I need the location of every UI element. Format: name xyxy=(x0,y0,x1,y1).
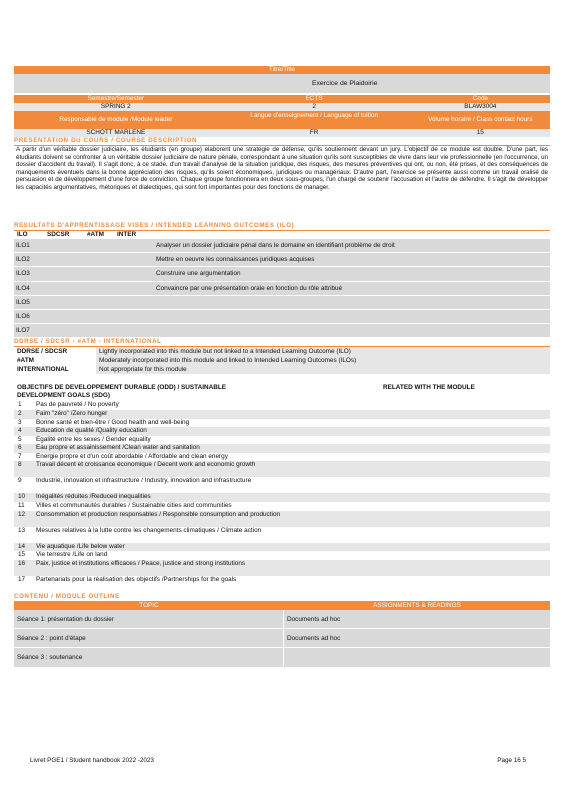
ilo-heading: RESULTATS D'APPRENTISSAGE VISES / INTENDED LEARNING OUTCOMES (ILO) xyxy=(14,222,550,231)
odd-goal-number: 14 xyxy=(18,542,26,550)
odd-goal-text: Eau propre et assainissement /Clean water and sanitation xyxy=(36,444,200,452)
odd-goal-row xyxy=(14,576,550,592)
responsible-label: Responsable de module /Module leader xyxy=(59,116,173,123)
odd-goal-number: 6 xyxy=(18,444,22,452)
odd-list xyxy=(14,401,550,592)
ilo-row xyxy=(14,310,550,324)
odd-goal-row xyxy=(14,410,550,419)
ilo-col-atm: #ATM xyxy=(87,231,104,238)
ilo-id: ILO7 xyxy=(16,327,30,335)
odd-goal-text: Paix, justice et institutions efficaces / Peace, justice and strong institutions xyxy=(36,559,246,567)
odd-goal-number: 3 xyxy=(18,418,22,426)
footer-right: Page 16 5 xyxy=(497,757,526,764)
odd-goal-row xyxy=(14,427,550,436)
odd-goal-number: 10 xyxy=(18,493,26,501)
odd-goal-text: Pas de pauvreté / No poverty xyxy=(36,401,119,409)
hours-label: Volume horaire / Class contact hours xyxy=(428,116,533,123)
legend-table xyxy=(14,347,550,374)
content-heading: CONTENU / MODULE OUTLINE xyxy=(14,593,550,602)
ilo-row xyxy=(14,267,550,281)
legend-row xyxy=(14,356,550,365)
ilo-text xyxy=(152,324,550,337)
odd-goal-number: 16 xyxy=(18,559,26,567)
odd-goal-text: Energie propre et d'un coût abordable / Affordable and clean energy xyxy=(36,452,228,460)
language-label: Langue d'enseignement / Language of tuition xyxy=(250,112,378,119)
ects-label: ECTS xyxy=(305,95,323,102)
odd-goal-number: 11 xyxy=(18,502,25,510)
header-values-2 xyxy=(14,129,550,137)
odd-goal-row xyxy=(14,444,550,453)
odd-goal-text: Bonne santé et bien-être / Good health and well-being xyxy=(36,418,190,426)
odd-goal-row xyxy=(14,453,550,462)
odd-goal-text: Vie terrestre /Life on land xyxy=(36,551,108,559)
odd-goal-row xyxy=(14,560,550,576)
odd-goal-row xyxy=(14,493,550,502)
responsible-value: SCHOTT MARLENE xyxy=(86,129,146,136)
course-title-row xyxy=(14,74,550,93)
assign-label: ASSIGNMENTS & READINGS xyxy=(373,601,461,609)
odd-goal-row xyxy=(14,477,550,493)
ilo-row xyxy=(14,324,550,338)
odd-goal-row xyxy=(14,461,550,477)
odd-goal-number: 5 xyxy=(18,435,22,443)
content-table xyxy=(14,610,550,667)
session-topic: Séance 1: présentation du dossier xyxy=(14,610,284,628)
legend-text: Not appropriate for this module xyxy=(96,365,550,374)
odd-related-label: RELATED WITH THE MODULE xyxy=(383,384,475,392)
ilo-row xyxy=(14,296,550,310)
legend-text: Moderately incorporated into this module and linked to Intended Learning Outcomes (ILOs) xyxy=(96,356,550,365)
ilo-id: ILO4 xyxy=(16,284,30,292)
ilo-text: Convaincre par une présentation orale en fonction du rôle attribué xyxy=(156,284,343,292)
odd-goal-number: 9 xyxy=(18,477,22,485)
ilo-col-ilo: ILO xyxy=(17,231,28,238)
odd-goal-number: 7 xyxy=(18,452,22,460)
ilo-table xyxy=(14,239,550,338)
session-row xyxy=(14,610,550,629)
odd-goal-row xyxy=(14,543,550,552)
session-assign: Documents ad hoc xyxy=(287,634,341,642)
ilo-row xyxy=(14,282,550,296)
odd-goal-text: Egalité entre les sexes / Gender equality xyxy=(36,435,151,443)
odd-goal-row xyxy=(14,527,550,543)
ilo-col-sdcsr: SDCSR xyxy=(47,231,70,238)
odd-goal-row xyxy=(14,419,550,428)
odd-goal-text: Education de qualité /Quality education xyxy=(36,427,147,435)
ilo-id: ILO5 xyxy=(16,298,30,306)
odd-goal-number: 4 xyxy=(18,427,22,435)
syllabus-page xyxy=(14,66,550,667)
odd-goal-row xyxy=(14,401,550,410)
odd-goal-row xyxy=(14,551,550,560)
footer-left: Livret PGE1 / Student handbook 2022 -2023 xyxy=(30,757,154,764)
content-header xyxy=(14,602,550,610)
title-label: Titre/Title xyxy=(268,66,296,73)
odd-goal-number: 12 xyxy=(18,510,26,518)
header-labels xyxy=(14,95,550,103)
ilo-id: ILO1 xyxy=(16,242,30,249)
odd-header xyxy=(14,384,550,401)
presentation-heading: PRESENTATION DU COURS / COURSE DESCRIPTION xyxy=(14,137,550,146)
topic-label: TOPIC xyxy=(139,601,159,609)
odd-heading: OBJECTIFS DE DEVELOPPEMENT DURABLE (ODD) / SUSTAINABLE DEVELOPMENT GOALS (SDG) xyxy=(17,384,227,400)
code-value: BLAW3004 xyxy=(464,103,497,110)
ilo-row xyxy=(14,239,550,253)
ilo-text: Construire une argumentation xyxy=(156,270,241,278)
session-row xyxy=(14,629,550,648)
legend-key: INTERNATIONAL xyxy=(17,366,69,374)
legend-text: Lightly incorporated into this module but not linked to a Intended Learning Outcome (ILO) xyxy=(96,347,550,356)
odd-goal-number: 17 xyxy=(18,575,26,583)
ilo-row xyxy=(14,253,550,267)
course-title: Exercice de Plaidoirie xyxy=(312,80,378,87)
odd-goal-text: Partenariats pour la réalisation des objectifs /Partnerships for the goals xyxy=(36,575,237,583)
ilo-text: Mettre en oeuvre les connaissances juridiques acquises xyxy=(156,256,315,264)
odd-goal-number: 15 xyxy=(18,551,26,559)
semester-value: SPRING 2 xyxy=(100,103,131,110)
legend-heading: DDRSE / SDCSR - #ATM - INTERNATIONAL xyxy=(14,338,550,347)
code-label: Code xyxy=(472,95,488,102)
ilo-text xyxy=(152,310,550,323)
language-value: FR xyxy=(309,129,319,136)
odd-goal-number: 1 xyxy=(18,401,22,409)
ects-value: 2 xyxy=(312,103,316,110)
session-row xyxy=(14,648,550,667)
odd-goal-number: 13 xyxy=(18,526,26,534)
legend-row xyxy=(14,347,550,356)
presentation-text: A partir d'un véritable dossier judiciaire, les étudiants (en groupe) elaborent une stratégie de défense, qu'ils soutiennent devant un jury. L'objectif de ce module est double. D'une part, les étudiants doivent se confronter à un véritable dossier judiciaire de nature pénale, correspondant à une situation qu'ils sont susceptibles de vivre dans leur vie professionnelle (en l'occurrence, un dossier d'accident du travail). Il s'agit donc, à ce stade, d'un travail d'analyse de la situation juridique, des risques, des mesures préventives qui ont, ou non, été prises, et des conséquences de manquements éventuels dans la bonne appréciation des risques, qu'ils soient économiques, juridiques ou managériaux. D'autre part, l'exercice se présente aussi comme un travail oralisé de persuasion et de développement d'une force de conviction. Chaque groupe fonctionnera en deux sous-groupes, l'un chargé de soutenir l'accusation et l'autre de défendre. Il s'agit de développer les capacités argumentatives, rhétoriques et dialectiques, qui sont fort importantes pour des fonctions de manager. xyxy=(16,146,548,191)
ilo-id: ILO2 xyxy=(16,256,30,264)
header-labels-2 xyxy=(14,111,550,129)
hours-value: 15 xyxy=(476,129,484,136)
ilo-id: ILO3 xyxy=(16,270,30,278)
session-topic: Séance 2 : point d'étape xyxy=(14,629,284,647)
odd-goal-text: Villes et communautés durables / Sustainable cities and communities xyxy=(36,502,232,510)
ilo-col-inter: INTER xyxy=(117,231,137,238)
odd-goal-text: Vie aquatique /Life below water xyxy=(36,542,125,550)
odd-goal-row xyxy=(14,502,550,511)
ilo-text: Analyser un dossier judiciaire pénal dans le domaine en identifiant problème de droit xyxy=(156,242,395,249)
session-assign xyxy=(284,648,550,667)
page-footer xyxy=(30,757,526,764)
odd-goal-text: Travail décent et croissance économique / Decent work and economic growth xyxy=(36,461,256,469)
odd-goal-number: 8 xyxy=(18,461,22,469)
legend-key: #ATM xyxy=(17,357,34,365)
legend-key: DDRSE / SDCSR xyxy=(17,348,68,356)
legend-row xyxy=(14,365,550,374)
odd-goal-text: Inégalités réduites /Reduced inequalities xyxy=(36,493,151,501)
title-bar xyxy=(14,66,550,74)
odd-goal-row xyxy=(14,511,550,527)
session-assign: Documents ad hoc xyxy=(287,615,341,623)
session-topic: Séance 3 : soutenance xyxy=(14,648,284,667)
semester-label: Semestre/Semester xyxy=(87,95,145,102)
odd-goal-text: Industrie, innovation et infrastructure / Industry, innovation and infrastructure xyxy=(36,477,252,485)
odd-goal-row xyxy=(14,436,550,445)
ilo-id: ILO6 xyxy=(16,312,30,320)
odd-goal-text: Faim "zéro" /Zero hunger xyxy=(36,409,108,417)
odd-goal-number: 2 xyxy=(18,409,22,417)
ilo-header-row xyxy=(14,231,550,239)
header-values xyxy=(14,103,550,111)
odd-goal-text: Mesures relatives à la lutte contre les changements climatiques / Climate action xyxy=(36,526,262,534)
odd-goal-text: Consommation et production responsables / Responsible consumption and production xyxy=(36,510,281,518)
ilo-text xyxy=(152,296,550,309)
